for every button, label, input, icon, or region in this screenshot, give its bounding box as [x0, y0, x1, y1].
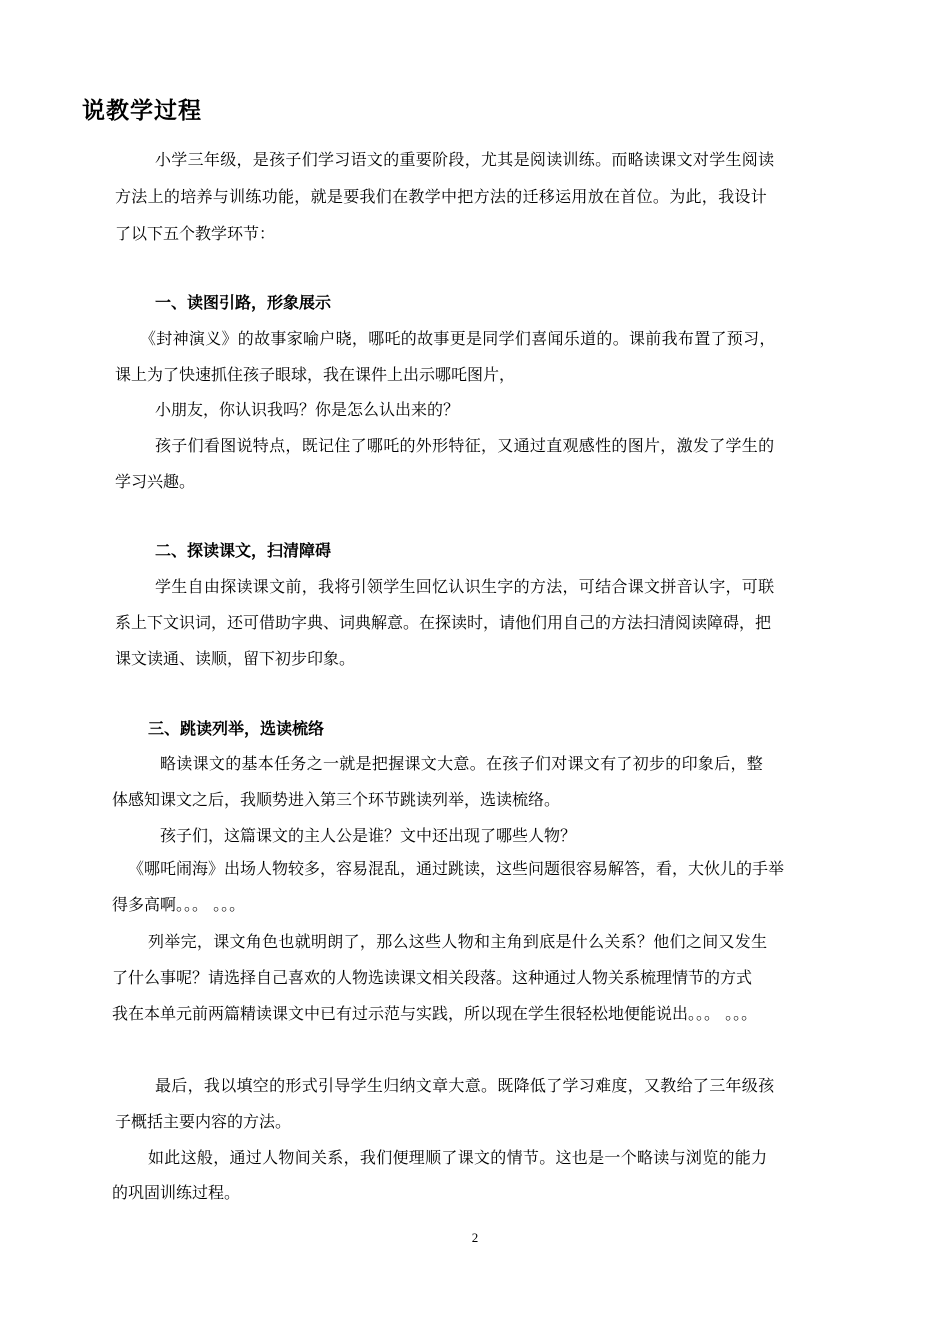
paragraph-line: 课文读通、读顺，留下初步印象。 [115, 649, 356, 668]
paragraph-line: 体感知课文之后，我顺势进入第三个环节跳读列举，选读梳络。 [112, 790, 561, 809]
paragraph-line: 孩子们，这篇课文的主人公是谁？文中还出现了哪些人物？ [160, 826, 577, 845]
paragraph-line: 系上下文识词，还可借助字典、词典解意。在探读时，请他们用自己的方法扫清阅读障碍，把 [115, 613, 772, 632]
intro-line: 方法上的培养与训练功能，就是要我们在教学中把方法的迁移运用放在首位。为此，我设计 [115, 187, 768, 206]
paragraph-line: 了什么事呢？请选择自己喜欢的人物选读课文相关段落。这种通过人物关系梳理情节的方式 [112, 968, 753, 987]
section-heading: 一、读图引路，形象展示 [155, 293, 332, 312]
paragraph-line: 得多高啊。。。 。。。 [112, 895, 246, 914]
paragraph-line: 最后，我以填空的形式引导学生归纳文章大意。既降低了学习难度，又教给了三年级孩 [155, 1076, 775, 1095]
page-title: 说教学过程 [82, 98, 202, 124]
paragraph-line: 我在本单元前两篇精读课文中已有过示范与实践，所以现在学生很轻松地便能说出。。。 。。。 [112, 1004, 758, 1023]
intro-line: 小学三年级，是孩子们学习语文的重要阶段，尤其是阅读训练。而略读课文对学生阅读 [155, 150, 775, 169]
section-heading: 三、跳读列举，选读梳络 [148, 719, 325, 738]
paragraph-line: 子概括主要内容的方法。 [115, 1112, 292, 1131]
paragraph-line: 孩子们看图说特点，既记住了哪吒的外形特征，又通过直观感性的图片，激发了学生的 [155, 436, 775, 455]
page-number: 2 [471, 1230, 479, 1245]
paragraph-line: 略读课文的基本任务之一就是把握课文大意。在孩子们对课文有了初步的印象后，整 [160, 754, 764, 773]
paragraph-line: 学生自由探读课文前，我将引领学生回忆认识生字的方法，可结合课文拼音认字，可联 [155, 577, 775, 596]
paragraph-line: 小朋友，你认识我吗？你是怎么认出来的？ [155, 400, 460, 419]
paragraph-line: 的巩固训练过程。 [112, 1183, 241, 1202]
paragraph-line: 《哪吒闹海》出场人物较多，容易混乱，通过跳读，这些问题很容易解答，看，大伙儿的手举 [128, 859, 785, 878]
paragraph-line: 学习兴趣。 [115, 472, 196, 491]
paragraph-line: 《封神演义》的故事家喻户晓，哪吒的故事更是同学们喜闻乐道的。课前我布置了预习， [140, 329, 776, 348]
paragraph-line: 课上为了快速抓住孩子眼球，我在课件上出示哪吒图片， [115, 365, 516, 384]
paragraph-line: 列举完，课文角色也就明朗了，那么这些人物和主角到底是什么关系？他们之间又发生 [148, 932, 768, 951]
intro-line: 了以下五个教学环节： [115, 224, 276, 243]
paragraph-line: 如此这般，通过人物间关系，我们便理顺了课文的情节。这也是一个略读与浏览的能力 [148, 1148, 768, 1167]
section-heading: 二、探读课文，扫清障碍 [155, 541, 332, 560]
